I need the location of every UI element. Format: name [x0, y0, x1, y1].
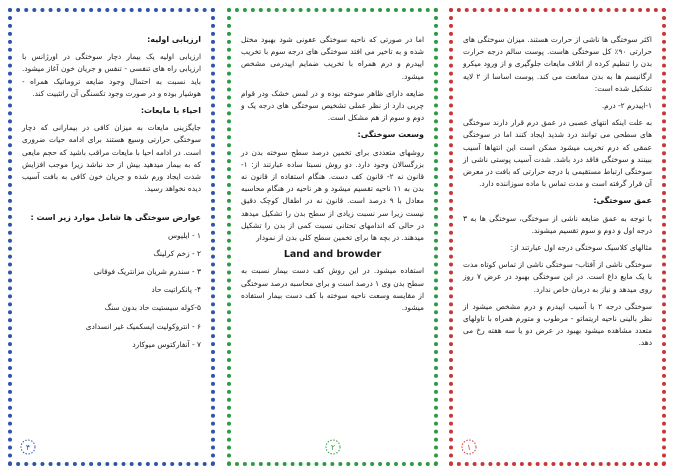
- complications-heading: عوارض سوختگی ها شامل موارد زیر است :: [30, 213, 201, 223]
- list-item: ۳ - سندرم شریان مزانتریک فوقانی: [93, 267, 201, 277]
- fluid-resuscitation-text: جایگزینی مایعات به میزان کافی در بیمارانی که دچار سوختگی حرارتی وسیع هستند برای ادامه حیات ضروری است. در ادامه احیا با مایعات مراقب باشید که حجم مایعی که به بیمار میدهید بیش از حد نباشد زیرا موجب افزایش شدت ایجاد ورم شده و جریان خون کافی به بافت آسیب دیده نخواهد رسید.: [22, 123, 201, 194]
- right-paragraph-3: به علت اینکه انتهای عصبی در عمق درم قرار دارند سوختگی های سطحی می توانند درد شدید ایجاد کنند اما در سوختگی عمقی که درم تخریب میشود ممکن است این انتهاها آسیب ببینند و سوختگی فاقد درد باشد. شدت آسیب پوستی ناشی از سوختگی ارتباط مستقیمی با درجه حرارتی که بافت در معرض آن قرار گرفته است و مدت تماس با ماده سوزاننده دارد.: [463, 118, 652, 189]
- snowflake-badge-icon: [457, 436, 481, 458]
- right-panel: [449, 8, 666, 466]
- first-degree-intro: مثالهای کلاسیک سوختگی درجه اول عبارتند از:: [510, 243, 652, 253]
- palm-method-text: استفاده میشود. در این روش کف دست بیمار نسبت به سطح بدن وی ۱ درصد است و برای محاسبه درصد سوختگی از مقایسه وسعت ناحیه سوخته با کف دست بیمار استفاده میشود.: [241, 266, 425, 313]
- skin-layers-text: ۱-اپیدرم ۲- درم.: [601, 101, 652, 111]
- snowflake-badge-icon: [321, 436, 345, 458]
- second-degree-text: سوختگی درجه ۲ با آسیب اپیدرم و درم مشخص میشود از نظر بالینی ناحیه اریتماتو - مرطوب و متورم همراه با تاولهای متعدد مشاهده میشود بهبود در عرض دو یا سه هفته رخ می دهد.: [463, 301, 652, 348]
- first-degree-text: سوختگی ناشی از آفتاب- سوختگی ناشی از تماس کوتاه مدت با یک مایع داغ است. در این سوختگی بهبود در عرض ۷ روز روی میدهد و نیاز به درمان خاص ندارد.: [463, 260, 652, 294]
- list-item: ۶ - انتروکولیت ایسکمیک غیر انسدادی: [85, 321, 201, 331]
- middle-column-text: [241, 34, 424, 314]
- complications-list: [22, 230, 201, 351]
- page-number-badge: [321, 436, 345, 458]
- middle-paragraph-2: ضایعه دارای ظاهر سوخته بوده و در لمس خشک ودر قوام چربی دارد از نظر عملی تشخیص سوختگی های درجه یک و دوم و سوم از هم مشکل است.: [241, 88, 424, 123]
- burn-depth-text: با توجه به عمق ضایعه ناشی از سوختگی، سوختگی ها به ۳ درجه اول و دوم و سوم تقسیم میشوند.: [463, 213, 652, 235]
- snowflake-badge-icon: [16, 436, 40, 458]
- page-number: ۲: [330, 443, 335, 452]
- list-item: ۷ - آنفارکتوس میوکارد: [132, 339, 201, 349]
- burn-depth-heading: عمق سوختگی:: [593, 196, 652, 206]
- list-item: ۵-کوله سیستیت حاد بدون سنگ: [104, 303, 201, 313]
- left-panel: [8, 8, 215, 466]
- list-item: ۲ - زخم کرلینگ: [153, 248, 201, 258]
- middle-paragraph-1: اما در صورتی که ناحیه سوختگی عفونی شود بهبود مختل شده و به تاخیر می افتد سوختگی های درجه سوم با تخریب اپیدرم و درم همراه با تخریب ضمایم اپیدرمی مشخص میشود.: [241, 35, 424, 81]
- left-column-text: [22, 34, 201, 351]
- burn-extent-text: روشهای متعددی برای تخمین درصد سطح سوخته بدن در بزرگسالان وجود دارد. دو روش نسبتا ساده عبارتند از: ۱- قانون نه ۲- قانون کف دست. هنگام استفاده از قانون نه بدن به ۱۱ ناحیه تقسیم میشود و هر ناحیه در هنگام محاسبه معادل با ۹ درصد است. قانون نه در اطفال کوچک دقیق نیست زیرا سر نسبت زیادی از سطح بدن را تشکیل میدهد در حالی که اندامهای تحتانی نسبت کمی از بدن را تشکیل میدهند. در بچه ها برای تخمین سطح کلی بدن از نمودار: [241, 147, 424, 243]
- page-number-badge: [457, 436, 481, 458]
- middle-panel: [227, 8, 438, 466]
- list-item: ۱ - ایلیوس: [168, 230, 201, 240]
- page-number-badge: [16, 436, 40, 458]
- fluid-resuscitation-heading: احیاء با مایعات:: [140, 106, 201, 116]
- land-browder-heading: Land and browder: [283, 249, 382, 261]
- initial-assessment-text: ارزیابی اولیه یک بیمار دچار سوختگی در اورژانس با ارزیابی راه های تنفسی - تنفس و جریان خون آغاز میشود. باید نسبت به احتمال وجود ضایعه تروماتیک همراه - هوشیار بوده و در صورت وجود تکسنگی آن راتثبیت کند.: [22, 52, 201, 98]
- page-number: ۴: [25, 443, 31, 452]
- right-paragraph-1: اکثر سوختگی ها ناشی از حرارت هستند. میزان سوختگی های حرارتی ۹۰٪ کل سوختگی هاست. پوست سالم درجه حرارت بدن را تنظیم کرده از اتلاف مایعات جلوگیری و از ورود میکرو ارگانیسم ها به بدن ممانعت می کند. پوست اساسا از ۲ لایه تشکیل شده است:: [463, 35, 652, 93]
- page-number: ۱: [466, 443, 472, 452]
- list-item: ۴- پانکراتیت حاد: [151, 285, 201, 295]
- initial-assessment-heading: ارزیابی اولیه:: [147, 35, 201, 44]
- burn-extent-heading: وسعت سوختگی:: [357, 130, 424, 140]
- right-column-text: [463, 34, 652, 350]
